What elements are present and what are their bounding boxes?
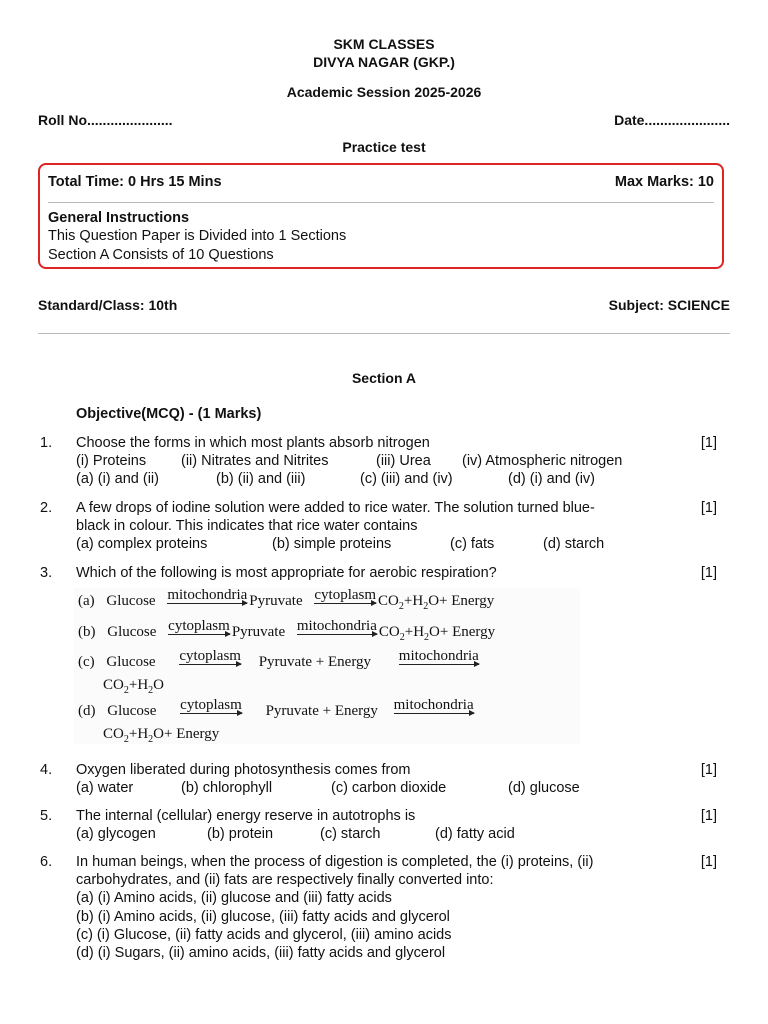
arrow-cytoplasm (178, 698, 244, 714)
subscript: 2 (398, 601, 404, 612)
co2-text: CO (103, 726, 124, 742)
question-number: 5. (40, 808, 53, 824)
section-subtitle: Objective(MCQ) - (1 Marks) (76, 406, 262, 422)
glucose-text: Glucose (106, 654, 156, 670)
arrow-label: cytoplasm (180, 697, 242, 713)
equation-c-products (103, 677, 164, 696)
question-mark: [1] (700, 762, 717, 778)
option-a: (a) complex proteins (76, 536, 208, 553)
plus: + (404, 624, 414, 640)
option-label: (c) (78, 654, 95, 670)
arrow-label: mitochondria (398, 648, 479, 664)
question-text-cont: carbohydrates, and (ii) fats are respectively finally converted into: (76, 872, 494, 889)
question-mark: [1] (700, 500, 717, 516)
option-c: (c) (iii) and (iv) (360, 471, 453, 488)
option-label: (b) (78, 624, 96, 640)
subject: Subject: SCIENCE (608, 297, 730, 313)
option-c: (c) fats (450, 536, 495, 553)
question-mark: [1] (700, 854, 717, 870)
arrow-label: cytoplasm (314, 587, 377, 603)
subscript: 2 (148, 685, 154, 696)
arrow-cytoplasm (166, 619, 232, 635)
option-b: (b) chlorophyll (181, 780, 273, 797)
arrow-cytoplasm (177, 649, 243, 665)
question-number: 1. (40, 435, 53, 451)
item: (iii) Urea (376, 453, 431, 470)
o-text: O (153, 677, 164, 693)
question-mark: [1] (700, 808, 717, 824)
subscript: 2 (148, 734, 154, 745)
arrow-mitochondria (295, 619, 379, 635)
h-text: H (413, 624, 425, 640)
o-text: O (429, 624, 440, 640)
h-text: H (412, 593, 424, 609)
question-text-cont: black in colour. This indicates that rice water contains (76, 518, 418, 535)
question-text: In human beings, when the process of digestion is completed, the (i) proteins, (ii) (76, 854, 594, 870)
o-text: O (428, 593, 440, 609)
section-title: Section A (351, 370, 417, 386)
option-a: (a) (i) and (ii) (76, 471, 159, 488)
question-items (76, 452, 666, 470)
info-divider (48, 202, 714, 203)
instruction-2: Section A Consists of 10 Questions (48, 246, 274, 263)
equation-c (78, 648, 481, 671)
h-text: H (137, 677, 149, 693)
subscript: 2 (399, 632, 405, 643)
glucose-text: Glucose (107, 703, 157, 719)
pyruvate-text: Pyruvate (231, 624, 286, 640)
option-label: (a) (78, 593, 95, 609)
option-c: (c) (i) Glucose, (ii) fatty acids and glycerol, (iii) amino acids (76, 926, 452, 943)
roll-no: Roll No...................... (38, 112, 173, 128)
roll-date-row (38, 112, 730, 128)
equation-d (78, 697, 476, 720)
meta-row (38, 297, 730, 313)
options (76, 470, 666, 488)
energy-text: + Energy (164, 726, 220, 742)
total-time: Total Time: 0 Hrs 15 Mins (48, 174, 222, 190)
o-text: O (153, 726, 164, 742)
plus: + (403, 593, 413, 609)
h-text: H (137, 726, 149, 742)
equation-b (78, 618, 496, 643)
question-mark: [1] (700, 435, 717, 451)
option-d: (d) (i) and (iv) (508, 471, 596, 488)
question-text: Choose the forms in which most plants absorb nitrogen (76, 435, 430, 451)
subscript: 2 (424, 632, 430, 643)
co2-text: CO (378, 624, 400, 640)
question-mark: [1] (700, 565, 717, 581)
subscript: 2 (123, 734, 129, 745)
arrow-label: mitochondria (167, 587, 248, 603)
subscript: 2 (123, 685, 129, 696)
option-b: (b) (i) Amino acids, (ii) glucose, (iii) fatty acids and glycerol (76, 908, 450, 925)
option-a: (a) (i) Amino acids, (ii) glucose and (iii) fatty acids (76, 890, 392, 907)
question-text: The internal (cellular) energy reserve in autotrophs is (76, 808, 416, 824)
arrow-label: mitochondria (393, 697, 474, 713)
equation-a (78, 587, 495, 612)
pyruvate-text: Pyruvate (249, 593, 303, 609)
max-marks: Max Marks: 10 (614, 174, 714, 190)
equation-d-products (103, 726, 219, 745)
test-type: Practice test (342, 139, 426, 155)
arrow-mitochondria (392, 698, 476, 714)
standard-class: Standard/Class: 10th (38, 297, 178, 313)
instructions-title: General Instructions (48, 209, 190, 226)
co2-text: CO (103, 677, 124, 693)
item: (iv) Atmospheric nitrogen (462, 453, 623, 470)
question-number: 2. (40, 500, 53, 516)
options (76, 779, 666, 797)
pyruvate-energy-text: Pyruvate + Energy (265, 703, 378, 719)
question-text: Which of the following is most appropriate for aerobic respiration? (76, 565, 497, 581)
option-c: (c) starch (320, 826, 381, 843)
arrow-cytoplasm (312, 588, 378, 604)
arrow-mitochondria (397, 649, 481, 665)
instruction-1: This Question Paper is Divided into 1 Sections (48, 228, 347, 244)
question-text: Oxygen liberated during photosynthesis comes from (76, 762, 411, 778)
option-d: (d) glucose (508, 780, 580, 797)
academic-session: Academic Session 2025-2026 (286, 84, 482, 100)
option-d: (d) starch (543, 536, 605, 553)
institute-name: SKM CLASSES (333, 36, 435, 52)
question-number: 4. (40, 762, 53, 778)
option-d: (d) (i) Sugars, (ii) amino acids, (iii) fatty acids and glycerol (76, 945, 446, 962)
question-number: 3. (40, 565, 53, 581)
option-b: (b) simple proteins (272, 536, 392, 553)
item: (i) Proteins (76, 453, 147, 470)
question-number: 6. (40, 854, 53, 870)
options (76, 825, 666, 843)
info-box (38, 163, 724, 269)
option-c: (c) carbon dioxide (331, 780, 447, 797)
date-field: Date...................... (614, 112, 730, 128)
arrow-label: cytoplasm (179, 648, 241, 664)
option-a: (a) glycogen (76, 826, 156, 843)
pyruvate-energy-text: Pyruvate + Energy (258, 654, 372, 670)
plus: + (128, 726, 138, 742)
option-d: (d) fatty acid (435, 826, 515, 843)
arrow-label: mitochondria (296, 618, 377, 634)
option-label: (d) (78, 703, 96, 719)
item: (ii) Nitrates and Nitrites (181, 453, 329, 470)
question-text: A few drops of iodine solution were added to rice water. The solution turned blue- (76, 500, 595, 516)
options (76, 535, 666, 553)
glucose-text: Glucose (107, 624, 157, 640)
energy-text: + Energy (439, 624, 496, 640)
option-a: (a) water (76, 780, 134, 797)
co2-text: CO (378, 593, 399, 609)
arrow-mitochondria (165, 588, 249, 604)
plus: + (128, 677, 138, 693)
option-b: (b) (ii) and (iii) (216, 471, 306, 488)
arrow-label: cytoplasm (168, 618, 230, 634)
subscript: 2 (423, 601, 429, 612)
glucose-text: Glucose (106, 593, 156, 609)
energy-text: + Energy (439, 593, 495, 609)
option-b: (b) protein (207, 826, 274, 843)
header-divider (38, 333, 730, 334)
institute-location: DIVYA NAGAR (GKP.) (313, 54, 455, 70)
